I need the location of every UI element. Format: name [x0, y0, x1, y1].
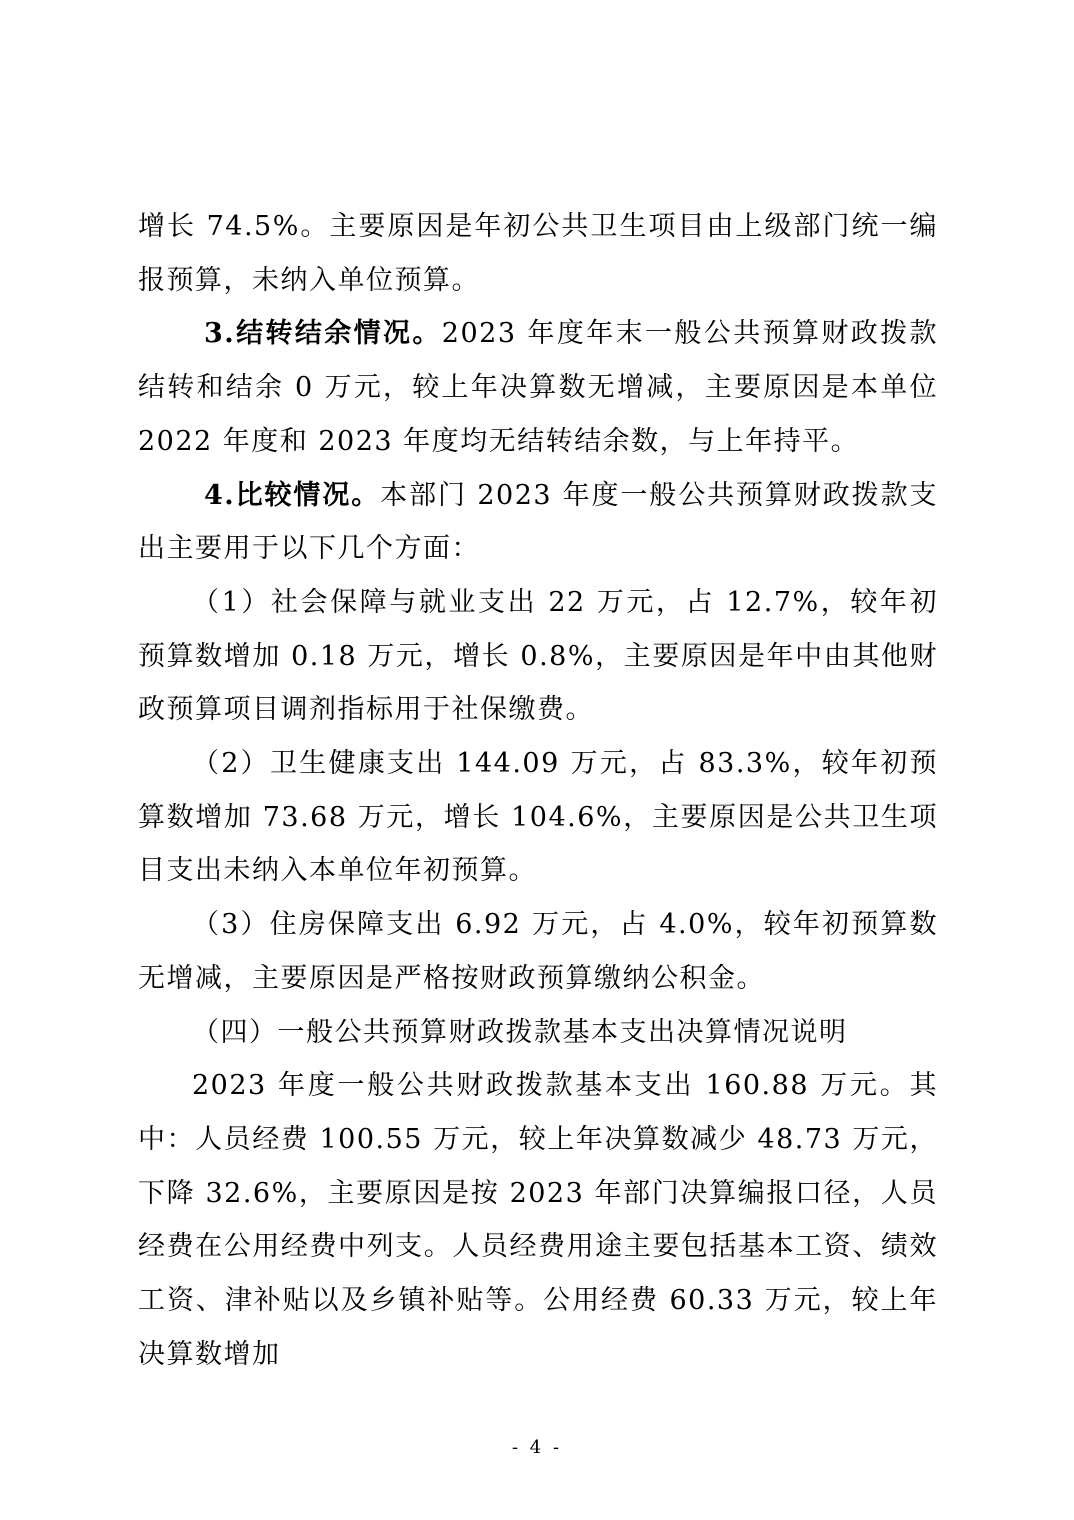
- paragraph-comparison: [138, 469, 938, 576]
- page-number: - 4 -: [511, 1437, 563, 1458]
- comparison-heading: 4.比较情况。: [204, 479, 381, 511]
- paragraph-social-security: （1）社会保障与就业支出 22 万元，占 12.7%，较年初预算数增加 0.18 万元，增长 0.8%，主要原因是年中由其他财政预算项目调剂指标用于社保缴费。: [138, 586, 938, 726]
- paragraph-health: （2）卫生健康支出 144.09 万元，占 83.3%，较年初预算数增加 73.68 万元，增长 104.6%，主要原因是公共卫生项目支出未纳入本单位年初预算。: [138, 748, 938, 887]
- section-heading-basic-expenditure: （四）一般公共预算财政拨款基本支出决算情况说明: [192, 1016, 848, 1048]
- paragraph-carryover: [138, 307, 938, 468]
- carryover-heading: 3.结转结余情况。: [204, 318, 442, 350]
- paragraph-1: 增长 74.5%。主要原因是年初公共卫生项目由上级部门统一编报预算，未纳入单位预算。: [138, 211, 938, 296]
- paragraph-housing: （3）住房保障支出 6.92 万元，占 4.0%，较年初预算数无增减，主要原因是严格按财政预算缴纳公积金。: [138, 909, 938, 994]
- document-body: [138, 200, 938, 1381]
- comparison-text: 本部门 2023 年度一般公共预算财政拨款支出主要用于以下几个方面：: [138, 479, 938, 565]
- carryover-text: 2023 年度年末一般公共预算财政拨款结转和结余 0 万元，较上年决算数无增减，主要原因是本单位 2022 年度和 2023 年度均无结转结余数，与上年持平。: [138, 318, 939, 457]
- paragraph-basic-expenditure: 2023 年度一般公共财政拨款基本支出 160.88 万元。其中：人员经费 100.55 万元，较上年决算数减少 48.73 万元，下降 32.6%，主要原因是按 2023 年部门决算编报口径，人员经费在公用经费中列支。人员经费用途主要包括基本工资、绩效工资、津补贴以及乡镇补贴等。公用经费 60.33 万元，较上年决算数增加: [138, 1070, 938, 1370]
